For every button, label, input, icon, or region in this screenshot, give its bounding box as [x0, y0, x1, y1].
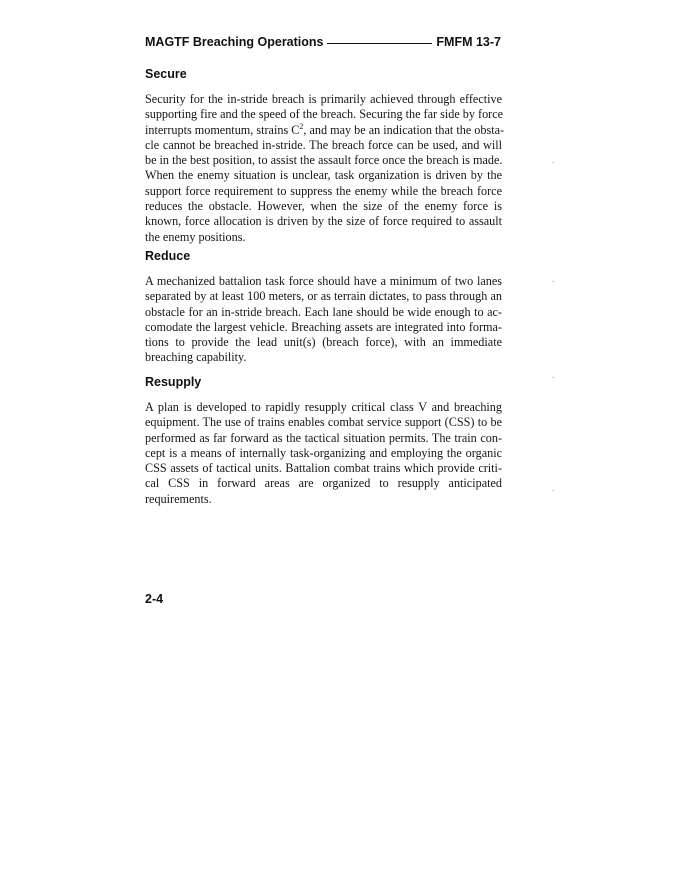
section-heading: Secure: [145, 67, 187, 81]
text-line: be in the best position, to assist the assault force once the breach is made.: [145, 153, 503, 168]
section-reduce: [145, 248, 502, 366]
section-heading: Resupply: [145, 375, 202, 389]
section-paragraph: [145, 400, 502, 507]
header-rule: [327, 43, 433, 44]
text-fragment: , and may be an indication that the obsta-: [303, 122, 505, 137]
text-line: When the enemy situation is unclear, task organization is driven by the: [145, 168, 502, 183]
text-line: the enemy positions.: [145, 229, 246, 244]
text-line: equipment. The use of trains enables combat service support (CSS) to be: [145, 415, 502, 430]
text-line: cal CSS in forward areas are organized to resupply anticipated: [145, 476, 502, 491]
page-number: 2-4: [145, 592, 164, 606]
section-heading: Reduce: [145, 249, 191, 263]
header-manual-number: FMFM 13-7: [436, 35, 501, 49]
text-line: Security for the in-stride breach is primarily achieved through effective: [145, 92, 502, 106]
header-publication-title: MAGTF Breaching Operations: [145, 35, 324, 49]
text-line: [145, 121, 505, 138]
text-line: performed as far forward as the tactical situation permits. The train con-: [145, 430, 502, 445]
section-resupply: [145, 374, 502, 507]
text-line: support force requirement to suppress the enemy while the breach force: [145, 183, 502, 198]
section-paragraph: [145, 92, 505, 245]
text-line: supporting fire and the speed of the breach. Securing the far side by force: [145, 107, 504, 122]
superscript: 2: [299, 121, 304, 131]
text-line: known, force allocation is driven by the size of force required to assault: [145, 214, 502, 229]
text-line: cle cannot be breached in-stride. The breach force can be used, and will: [145, 137, 502, 152]
scan-speck: [552, 281, 554, 282]
scan-speck: [552, 162, 554, 163]
scan-speck: [552, 490, 554, 491]
text-line: CSS assets of tactical units. Battalion combat trains which provide criti-: [145, 461, 502, 476]
running-header: [145, 33, 501, 51]
text-line: cept is a means of internally task-organizing and employing the organic: [145, 445, 502, 460]
text-line: A mechanized battalion task force should have a minimum of two lanes: [145, 274, 502, 288]
section-secure: [145, 66, 505, 245]
text-line: requirements.: [145, 491, 212, 506]
text-fragment: interrupts momentum, strains C: [145, 122, 300, 137]
text-line: breaching capability.: [145, 350, 247, 365]
text-line: A plan is developed to rapidly resupply critical class V and breaching: [145, 400, 502, 414]
text-line: reduces the obstacle. However, when the size of the enemy force is: [145, 199, 502, 214]
section-paragraph: [145, 274, 502, 366]
text-line: comodate the largest vehicle. Breaching assets are integrated into forma-: [145, 319, 502, 334]
text-line: tions to provide the lead unit(s) (breach force), with an immediate: [145, 335, 502, 350]
scan-speck: [552, 377, 554, 378]
text-line: obstacle for an in-stride breach. Each lane should be wide enough to ac-: [145, 304, 502, 319]
text-line: separated by at least 100 meters, or as terrain dictates, to pass through an: [145, 289, 502, 304]
